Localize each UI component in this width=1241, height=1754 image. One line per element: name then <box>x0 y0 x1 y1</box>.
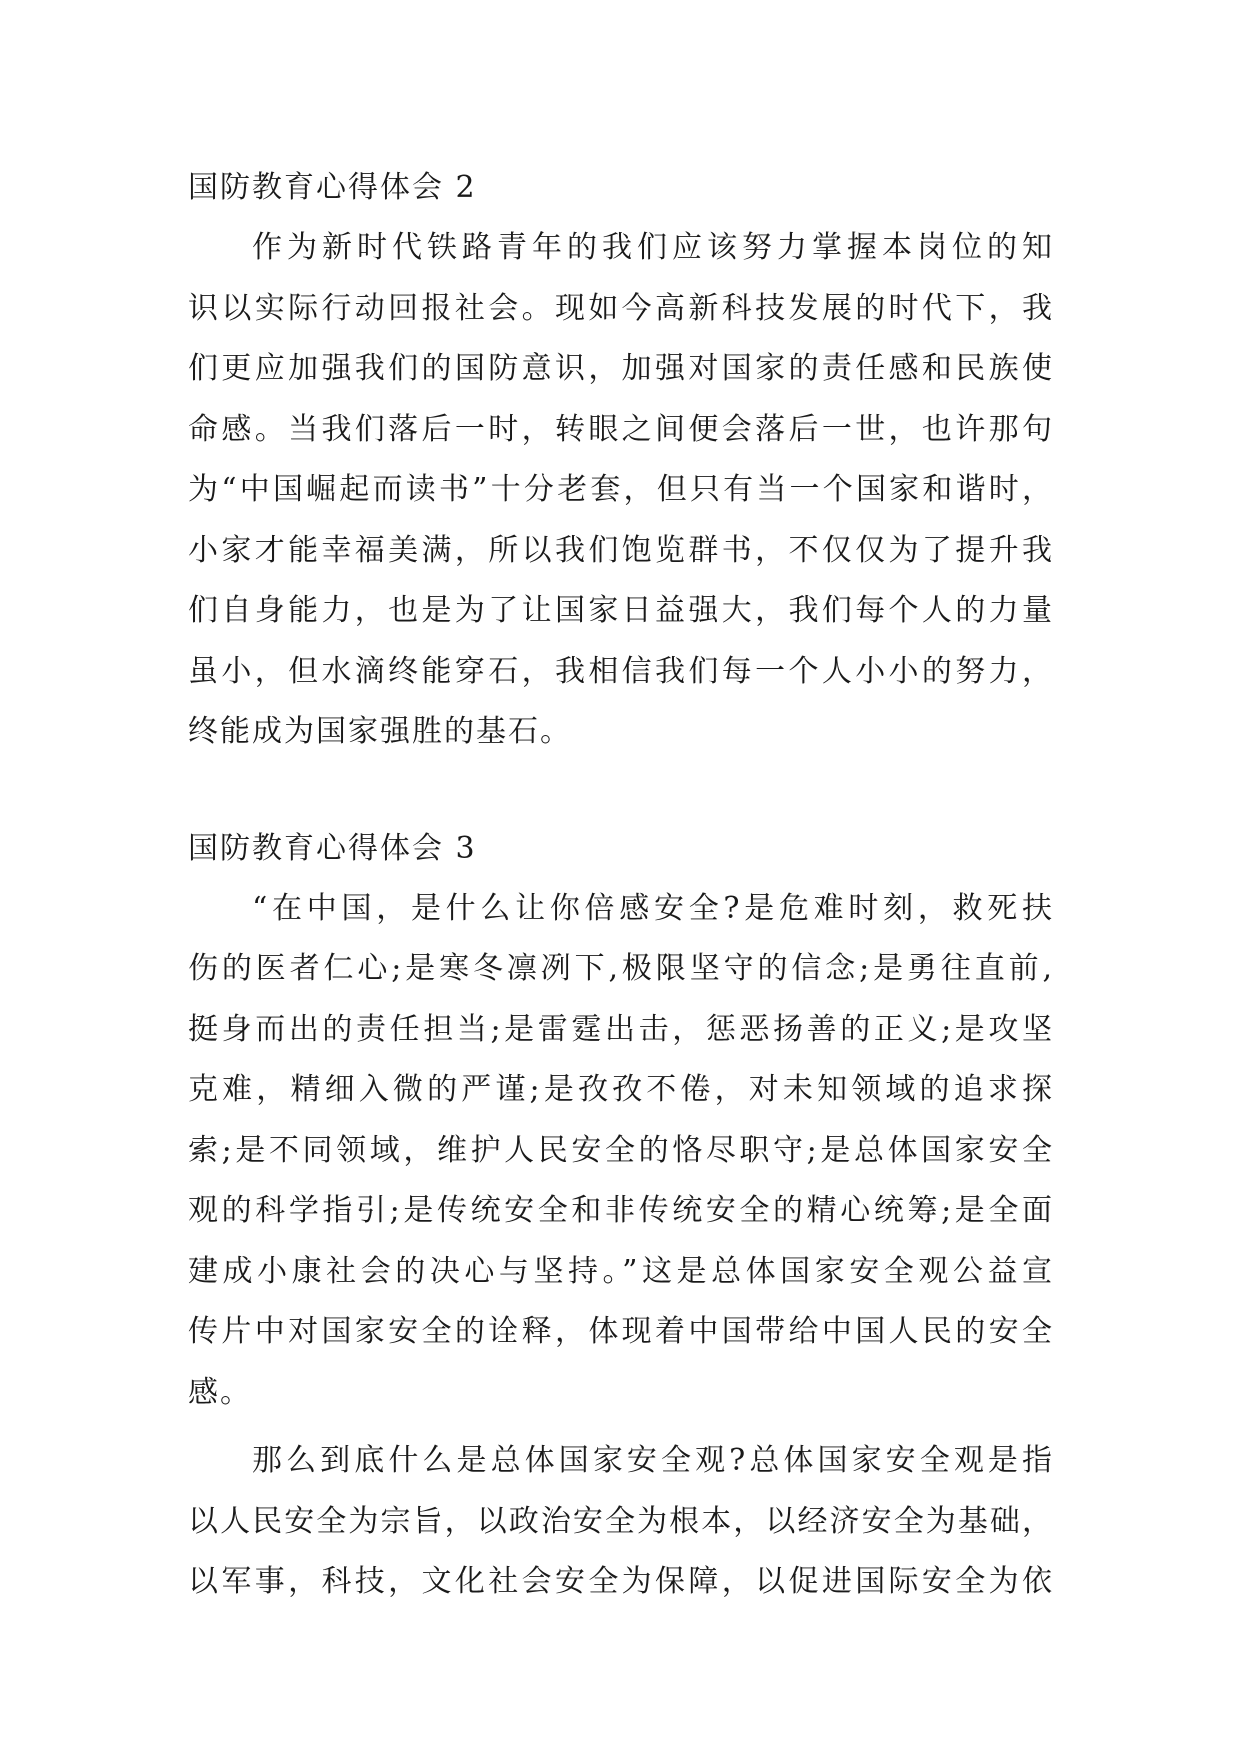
text-line: 命感。当我们落后一时，转眼之间便会落后一世，也许那句 <box>188 411 1054 447</box>
text-line: 索;是不同领域，维护人民安全的恪尽职守;是总体国家安全 <box>188 1132 1054 1168</box>
text-line: 那么到底什么是总体国家安全观?总体国家安全观是指 <box>252 1443 1054 1478</box>
paragraph-spacer <box>188 1423 1054 1431</box>
text-line: 感。 <box>188 1374 252 1410</box>
text-line: 伤的医者仁心;是寒冬凛冽下,极限坚守的信念;是勇往直前, <box>188 951 1054 986</box>
text-line: 小家才能幸福美满，所以我们饱览群书，不仅仅为了提升我 <box>188 532 1054 568</box>
text-line: 识以实际行动回报社会。现如今高新科技发展的时代下，我 <box>188 290 1054 326</box>
text-line: 终能成为国家强胜的基石。 <box>188 714 572 749</box>
text-line: 观的科学指引;是传统安全和非传统安全的精心统筹;是全面 <box>188 1193 1054 1228</box>
text-line: 以人民安全为宗旨，以政治安全为根本，以经济安全为基础， <box>188 1503 1054 1539</box>
paragraph <box>188 218 1054 763</box>
section-2 <box>188 158 1054 763</box>
paragraph <box>188 1431 1054 1613</box>
section-3 <box>188 819 1054 1613</box>
section-heading: 国防教育心得体会 2 <box>188 170 477 205</box>
text-line: 传片中对国家安全的诠释，体现着中国带给中国人民的安全 <box>188 1314 1054 1349</box>
text-line: 以军事，科技，文化社会安全为保障，以促进国际安全为依 <box>188 1564 1054 1599</box>
document-page <box>188 158 1054 1613</box>
text-line: “在中国，是什么让你倍感安全?是危难时刻，救死扶 <box>252 890 1054 926</box>
text-line: 建成小康社会的决心与坚持。”这是总体国家安全观公益宣 <box>188 1253 1054 1289</box>
text-line: 作为新时代铁路青年的我们应该努力掌握本岗位的知 <box>252 230 1054 265</box>
section-heading: 国防教育心得体会 3 <box>188 830 477 866</box>
text-line: 们自身能力，也是为了让国家日益强大，我们每个人的力量 <box>188 593 1054 628</box>
text-line: 克难，精细入微的严谨;是孜孜不倦，对未知领域的追求探 <box>188 1072 1054 1107</box>
text-line: 虽小，但水滴终能穿石，我相信我们每一个人小小的努力， <box>188 653 1054 689</box>
text-line: 为“中国崛起而读书”十分老套，但只有当一个国家和谐时， <box>188 472 1054 507</box>
paragraph <box>188 879 1054 1424</box>
section-spacer <box>188 763 1054 819</box>
text-line: 们更应加强我们的国防意识，加强对国家的责任感和民族使 <box>188 351 1054 386</box>
text-line: 挺身而出的责任担当;是雷霆出击，惩恶扬善的正义;是攻坚 <box>188 1011 1054 1047</box>
